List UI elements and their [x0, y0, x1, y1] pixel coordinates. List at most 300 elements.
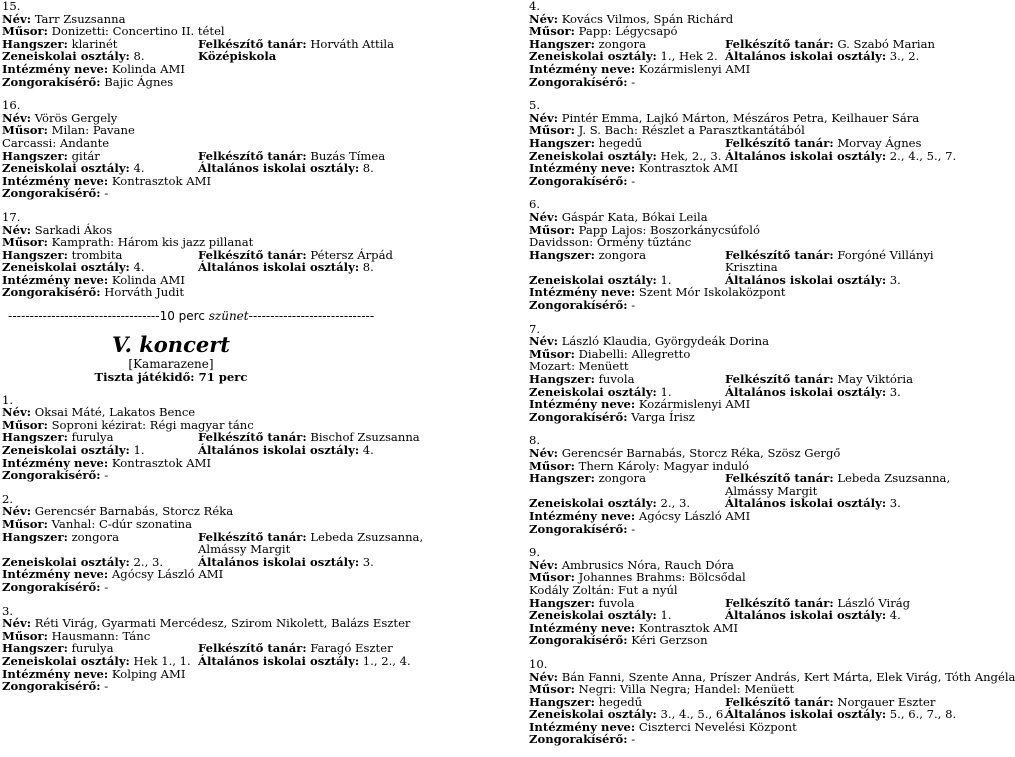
performer-label: Név: [2, 110, 31, 125]
general-school-value: 3., 2. [889, 49, 920, 64]
general-school-cell [725, 497, 960, 510]
accompanist-line [529, 411, 960, 424]
program-value: Thern Károly: Magyar induló [578, 458, 749, 473]
accompanist-label: Zongorakísérő: [2, 679, 101, 694]
performer-label: Név: [2, 405, 31, 420]
accompanist-value: - [631, 732, 636, 747]
accompanist-value: Bajic Ágnes [104, 74, 174, 89]
music-school-label: Zeneiskolai osztály: [2, 49, 130, 64]
performance-entry [529, 99, 960, 187]
accompanist-label: Zongorakísérő: [529, 633, 628, 648]
teacher [725, 471, 950, 498]
entry-number: 15. [2, 0, 21, 13]
general-school-value: 4. [362, 443, 374, 458]
general-school-label: Általános iskolai osztály: [198, 554, 360, 569]
accompanist-line [2, 581, 442, 594]
instrument-value: zongora [598, 247, 646, 262]
program-label: Műsor: [529, 682, 575, 697]
teacher-value: Buzás Tímea [310, 148, 386, 163]
program-value: Negri: Villa Negra; Handel: Menüett [578, 682, 795, 697]
teacher-cell [725, 249, 960, 274]
general-school-value: 5., 6., 7., 8. [889, 707, 957, 722]
general-school-label: Általános iskolai osztály: [198, 161, 360, 176]
performer-value: Gerencsér Barnabás, Storcz Réka [34, 504, 234, 519]
instrument-value: zongora [598, 36, 646, 51]
teacher-value: G. Szabó Marian [837, 36, 935, 51]
teacher-label: Felkészítő tanár: [198, 148, 307, 163]
general-school-cell [198, 162, 442, 175]
instrument-label: Hangszer: [529, 471, 595, 486]
institution-value: Agócsy László AMI [638, 508, 751, 523]
performer-value: Gáspár Kata, Bókai Leila [561, 209, 708, 224]
general-school [725, 49, 919, 63]
accompanist [2, 581, 108, 594]
accompanist-label: Zongorakísérő: [529, 173, 628, 188]
program-label: Műsor: [2, 628, 48, 643]
institution-label: Intézmény neve: [2, 567, 109, 582]
concert-heading [26, 333, 316, 384]
performance-entry [529, 656, 1015, 747]
performer-value: Réti Virág, Gyarmati Mercédesz, Szirom Nikolett, Balázs Eszter [34, 616, 411, 631]
teacher-value: Lebeda Zsuzsanna, Almássy Margit [725, 471, 951, 498]
music-school-value: 1. [133, 443, 145, 458]
accompanist-value: - [631, 173, 636, 188]
program-label: Műsor: [529, 458, 575, 473]
instrument-value: furulya [71, 641, 114, 656]
music-school-label: Zeneiskolai osztály: [2, 260, 130, 275]
general-school-label: Általános iskolai osztály: [725, 496, 887, 511]
instrument-value: zongora [598, 471, 646, 486]
institution-value: Kontrasztok AMI [111, 455, 212, 470]
teacher-value: Horváth Attila [310, 36, 395, 51]
program-value: Carcassi: Andante [2, 135, 110, 150]
instrument-label: Hangszer: [2, 641, 68, 656]
accompanist-label: Zongorakísérő: [2, 579, 101, 594]
entry-number: 7. [529, 321, 541, 336]
accompanist-line [2, 187, 442, 200]
program-value: Donizetti: Concertino II. tétel [51, 24, 225, 39]
accompanist-line [2, 680, 442, 693]
general-school [198, 654, 411, 668]
performance-entry [529, 0, 960, 88]
teacher-label: Felkészítő tanár: [725, 595, 834, 610]
performer-value: Tarr Zsuzsanna [34, 11, 126, 26]
performance-entry [529, 198, 960, 311]
accompanist-value: - [631, 74, 636, 89]
instrument-value: zongora [71, 529, 119, 544]
institution-label: Intézmény neve: [529, 61, 636, 76]
institution-label: Intézmény neve: [529, 508, 636, 523]
general-school-value: 3. [889, 384, 901, 399]
music-school-value: Hek 1., 1. [133, 653, 191, 668]
program-label: Műsor: [529, 346, 575, 361]
institution-label: Intézmény neve: [529, 397, 636, 412]
entry-number: 2. [2, 491, 14, 506]
general-school-cell [198, 444, 442, 457]
teacher-label: Felkészítő tanár: [198, 641, 307, 656]
left-column [2, 0, 442, 704]
teacher [725, 248, 934, 275]
music-school-label: Zeneiskolai osztály: [2, 653, 130, 668]
performer-value: Bán Fanni, Szente Anna, Príszer András, Kert Márta, Elek Virág, Tóth Angéla [561, 669, 1015, 684]
performer-value: Gerencsér Barnabás, Storcz Réka, Szösz Gergő [561, 446, 841, 460]
general-school [198, 49, 276, 63]
institution-value: Kolinda AMI [111, 61, 185, 76]
program-value: Milan: Pavane [51, 123, 135, 138]
instrument-teacher-line [2, 531, 442, 556]
instrument-cell [529, 472, 725, 497]
performer-label: Név: [2, 616, 31, 631]
performer-value: Kovács Vilmos, Spán Richárd [561, 11, 734, 26]
institution-label: Intézmény neve: [2, 173, 109, 188]
accompanist [2, 286, 184, 299]
music-school-label: Zeneiskolai osztály: [529, 707, 657, 722]
general-school-cell [725, 150, 960, 163]
accompanist-line [529, 634, 960, 647]
music-school-value: Hek, 2., 3. [660, 148, 722, 163]
instrument-value: klarinét [71, 36, 118, 51]
performer-value: Oksai Máté, Lakatos Bence [34, 405, 196, 420]
entry-number: 3. [2, 603, 14, 618]
music-school-value: 3., 4., 5., 6. [660, 707, 727, 722]
teacher-label: Felkészítő tanár: [725, 36, 834, 51]
accompanist-line [529, 175, 960, 188]
program-label: Műsor: [529, 24, 575, 39]
general-school-label: Általános iskolai osztály: [725, 707, 887, 722]
instrument [529, 471, 646, 485]
general-school-value: 2., 4., 5., 7. [889, 148, 957, 163]
accompanist [529, 733, 635, 746]
institution-label: Intézmény neve: [529, 620, 636, 635]
general-school-label: Általános iskolai osztály: [725, 49, 887, 64]
institution-label: Intézmény neve: [529, 719, 636, 734]
teacher-label: Felkészítő tanár: [725, 135, 834, 150]
instrument-label: Hangszer: [2, 529, 68, 544]
institution-label: Intézmény neve: [2, 666, 109, 681]
program-value: Johannes Brahms: Bölcsődal [578, 570, 746, 585]
instrument-value: gitár [71, 148, 100, 163]
program-label: Műsor: [529, 570, 575, 585]
music-school-value: 4. [133, 161, 145, 176]
accompanist-value: Varga Írisz [631, 409, 695, 424]
accompanist-label: Zongorakísérő: [2, 74, 101, 89]
accompanist [529, 175, 635, 188]
instrument-label: Hangszer: [529, 694, 595, 709]
institution-value: Kozármislenyi AMI [638, 397, 751, 412]
teacher-label: Felkészítő tanár: [198, 36, 307, 51]
performer-value: Ambrusics Nóra, Rauch Dóra [561, 557, 734, 572]
accompanist-label: Zongorakísérő: [529, 74, 628, 89]
music-school-value: 8. [133, 49, 145, 64]
institution-label: Intézmény neve: [529, 285, 636, 300]
institution-value: Szent Mór Iskolaközpont [638, 285, 786, 300]
general-school-value: 3. [889, 272, 901, 287]
music-school-value: 4. [133, 260, 145, 275]
instrument-label: Hangszer: [529, 372, 595, 387]
teacher-value: Faragó Eszter [310, 641, 393, 656]
music-school-label: Zeneiskolai osztály: [529, 272, 657, 287]
music-school-label: Zeneiskolai osztály: [529, 384, 657, 399]
accompanist-label: Zongorakísérő: [2, 186, 101, 201]
general-school [198, 555, 374, 569]
music-school-value: 2., 3. [660, 496, 691, 511]
instrument-label: Hangszer: [2, 247, 68, 262]
program-label: Műsor: [2, 517, 48, 531]
instrument-value: fuvola [598, 595, 635, 610]
program-value: Mozart: Menüett [529, 359, 629, 374]
general-school [198, 443, 374, 457]
teacher-cell [725, 472, 960, 497]
concert-venue: [Kamarazene] [128, 356, 214, 371]
institution-value: Kolinda AMI [111, 272, 185, 287]
general-school [725, 149, 956, 163]
institution-value: Kolping AMI [111, 666, 186, 681]
general-school [198, 260, 374, 274]
general-school-label: Általános iskolai osztály: [198, 653, 360, 668]
performance-entry [529, 434, 960, 535]
accompanist [2, 680, 108, 693]
music-school-label: Zeneiskolai osztály: [529, 49, 657, 64]
accompanist-value: - [104, 679, 109, 694]
institution-value: Kozármislenyi AMI [638, 61, 751, 76]
instrument [529, 248, 646, 262]
entry-number: 9. [529, 545, 541, 560]
teacher-value: Morvay Ágnes [837, 135, 922, 150]
general-school-cell [725, 386, 960, 399]
accompanist-label: Zongorakísérő: [2, 285, 101, 300]
general-school-cell [198, 655, 442, 668]
accompanist-value: Horváth Judit [104, 285, 185, 300]
music-school-value: 1. [660, 272, 672, 287]
accompanist [529, 299, 635, 312]
program-value: Vanhal: C-dúr szonatina [51, 517, 193, 531]
instrument-value: furulya [71, 430, 114, 445]
accompanist-label: Zongorakísérő: [2, 468, 101, 483]
accompanist-line [529, 523, 960, 536]
general-school-value: 4. [889, 608, 901, 623]
accompanist-value: - [631, 521, 636, 536]
entry-number: 6. [529, 197, 541, 212]
teacher-label: Felkészítő tanár: [725, 694, 834, 709]
general-school-value: 3. [362, 554, 374, 569]
performer-label: Név: [529, 110, 558, 125]
performer-label: Név: [2, 11, 31, 26]
entries-bottom [2, 394, 442, 693]
music-school-label: Zeneiskolai osztály: [2, 161, 130, 176]
institution-value: Kontrasztok AMI [638, 161, 739, 176]
accompanist-value: - [104, 186, 109, 201]
music-school-label: Zeneiskolai osztály: [529, 608, 657, 623]
general-school-cell [198, 50, 442, 63]
performer-label: Név: [529, 446, 558, 460]
accompanist-line [2, 469, 442, 482]
accompanist [529, 523, 635, 536]
accompanist-line [2, 76, 442, 89]
program-value: Papp Lajos: Boszorkánycsúfoló [578, 222, 760, 237]
music-school-label: Zeneiskolai osztály: [2, 554, 130, 569]
general-school-value: 8. [362, 161, 374, 176]
right-column [529, 0, 1015, 757]
instrument [2, 530, 119, 544]
accompanist [529, 76, 635, 89]
general-school-cell [198, 556, 442, 569]
accompanist-value: - [104, 579, 109, 594]
teacher-label: Felkészítő tanár: [198, 529, 307, 544]
program-value: Davidsson: Örmény tűztánc [529, 235, 692, 250]
general-school-label: Általános iskolai osztály: [725, 148, 887, 163]
program-value: Papp: Légycsapó [578, 24, 678, 39]
instrument-teacher-line [529, 249, 960, 274]
program-value: Hausmann: Tánc [51, 628, 151, 643]
teacher-value: Pétersz Árpád [310, 247, 393, 262]
performance-entry [2, 99, 442, 200]
accompanist-value: Kéri Gerzson [631, 633, 708, 648]
entry-number: 4. [529, 0, 541, 13]
instrument-label: Hangszer: [2, 36, 68, 51]
institution-label: Intézmény neve: [2, 272, 109, 287]
program-label: Műsor: [529, 222, 575, 237]
entry-number: 8. [529, 433, 541, 448]
general-school-label: Általános iskolai osztály: [198, 260, 360, 275]
music-school-label: Zeneiskolai osztály: [529, 496, 657, 511]
accompanist [529, 411, 695, 424]
general-school-label: Általános iskolai osztály: [198, 443, 360, 458]
general-school-value: 1., 2., 4. [362, 653, 411, 668]
program-label: Műsor: [2, 417, 48, 432]
performance-entry [2, 0, 442, 88]
performer-label: Név: [529, 334, 558, 349]
institution-value: Agócsy László AMI [111, 567, 224, 582]
teacher-label: Felkészítő tanár: [725, 471, 834, 486]
performer-label: Név: [2, 504, 31, 519]
teacher-value: Forgóné Villányi Krisztina [725, 247, 934, 275]
entries-top [2, 0, 442, 299]
institution-value: Kontrasztok AMI [638, 620, 739, 635]
accompanist-value: - [631, 298, 636, 313]
program-value: Soproni kézirat: Régi magyar tánc [51, 417, 254, 432]
general-school [725, 608, 901, 622]
performer-label: Név: [529, 557, 558, 572]
program-label: Műsor: [2, 24, 48, 39]
program-label: Műsor: [529, 123, 575, 138]
program-value: Kodály Zoltán: Fut a nyúl [529, 582, 678, 597]
program-value: J. S. Bach: Részlet a Parasztkantátából [578, 123, 805, 138]
accompanist [529, 634, 708, 647]
general-school [725, 385, 901, 399]
entry-number: 5. [529, 98, 541, 113]
instrument-label: Hangszer: [529, 135, 595, 150]
performer-value: Pintér Emma, Lajkó Márton, Mészáros Petra, Keilhauer Sára [561, 110, 920, 125]
general-school-cell [725, 609, 960, 622]
intermission-separator: -----------------------------------10 perc szünet----------------------------- [8, 309, 375, 324]
accompanist [2, 469, 108, 482]
performer-label: Név: [529, 669, 558, 684]
general-school-label: Középiskola [198, 49, 277, 64]
institution-value: Kontrasztok AMI [111, 173, 212, 188]
accompanist-label: Zongorakísérő: [529, 521, 628, 536]
entry-number: 16. [2, 98, 21, 113]
general-school [198, 161, 374, 175]
entry-number: 17. [2, 209, 21, 224]
program-label: Műsor: [2, 235, 48, 250]
accompanist-line [2, 286, 442, 299]
teacher-value: Norgauer Eszter [837, 694, 936, 709]
accompanist-line [529, 733, 960, 746]
institution-value: Ciszterci Nevelési Központ [638, 719, 797, 734]
performance-entry [529, 546, 960, 647]
performance-entry [2, 394, 442, 482]
entry-number: 1. [2, 392, 14, 407]
concert-duration: Tiszta játékidő: 71 perc [94, 369, 248, 384]
instrument-cell [529, 249, 725, 274]
instrument-teacher-line [529, 472, 960, 497]
instrument-value: hegedű [598, 694, 643, 709]
accompanist-label: Zongorakísérő: [529, 732, 628, 747]
program-value: Diabelli: Allegretto [578, 346, 691, 361]
music-school-label: Zeneiskolai osztály: [2, 443, 130, 458]
institution-label: Intézmény neve: [529, 161, 636, 176]
entry-number: 10. [529, 656, 548, 671]
performer-label: Név: [529, 11, 558, 26]
institution-label: Intézmény neve: [2, 61, 109, 76]
teacher [198, 530, 423, 557]
instrument-label: Hangszer: [2, 148, 68, 163]
teacher-label: Felkészítő tanár: [725, 372, 834, 387]
music-school-value: 1. [660, 384, 672, 399]
performance-entry [2, 211, 442, 299]
institution-label: Intézmény neve: [2, 455, 109, 470]
teacher-cell [198, 531, 442, 556]
general-school [725, 496, 901, 510]
performer-value: Sarkadi Ákos [34, 222, 113, 237]
performance-entry [2, 605, 442, 693]
general-school-cell [725, 50, 960, 63]
instrument-label: Hangszer: [2, 430, 68, 445]
teacher-value: Bischof Zsuzsanna [310, 430, 420, 445]
program-label: Műsor: [2, 123, 48, 138]
general-school-label: Általános iskolai osztály: [725, 384, 887, 399]
accompanist-label: Zongorakísérő: [529, 409, 628, 424]
instrument-value: trombita [71, 247, 123, 262]
accompanist [2, 187, 108, 200]
teacher-label: Felkészítő tanár: [198, 247, 307, 262]
performer-value: László Klaudia, Györgydeák Dorina [561, 334, 770, 349]
instrument-value: fuvola [598, 372, 635, 387]
music-school-value: 2., 3. [133, 554, 164, 569]
general-school-value: 3. [889, 496, 901, 511]
performance-entry [2, 493, 442, 594]
teacher-label: Felkészítő tanár: [198, 430, 307, 445]
general-school-value: 8. [362, 260, 374, 275]
performer-value: Vörös Gergely [34, 110, 118, 125]
accompanist-label: Zongorakísérő: [529, 298, 628, 313]
performer-label: Név: [529, 209, 558, 224]
accompanist [2, 76, 173, 89]
general-school-cell [198, 261, 442, 274]
instrument-cell [2, 531, 198, 556]
instrument-label: Hangszer: [529, 247, 595, 262]
instrument-value: hegedű [598, 135, 643, 150]
concert-title: V. koncert [112, 331, 230, 357]
accompanist-line [529, 299, 960, 312]
music-school-value: 1. [660, 608, 672, 623]
instrument-label: Hangszer: [529, 595, 595, 610]
music-school-label: Zeneiskolai osztály: [529, 148, 657, 163]
performer-label: Név: [2, 222, 31, 237]
teacher-value: Lebeda Zsuzsanna, Almássy Margit [198, 529, 424, 557]
general-school-label: Általános iskolai osztály: [725, 608, 887, 623]
performance-entry [529, 323, 960, 424]
